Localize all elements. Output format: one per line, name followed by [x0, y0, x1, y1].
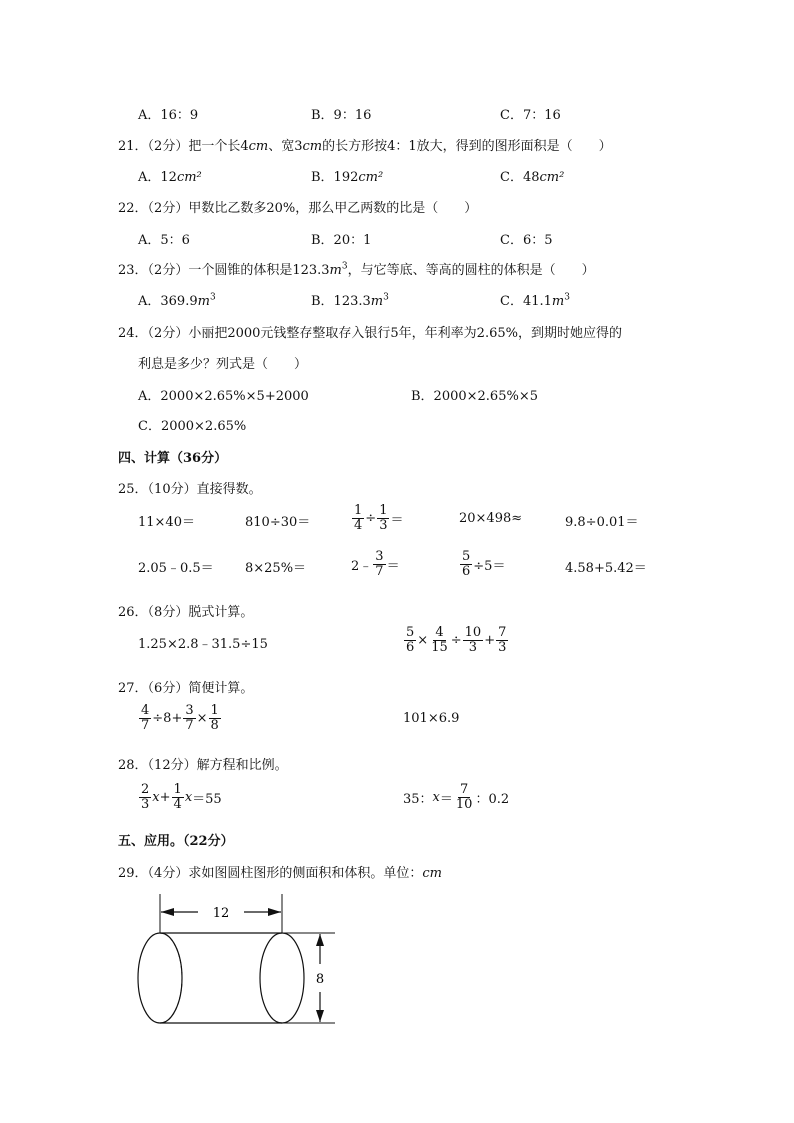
- q25-item-3: $\frac{1}{4}$ ÷ $\frac{1}{3}$ ＝: [354, 503, 404, 533]
- q21-suffix: 的长方形按4：1放大，得到的图形面积是（ ）: [322, 139, 612, 154]
- q25-stem: 25．（10分）直接得数。: [118, 482, 262, 497]
- q26-expression-right: $\frac{5}{6}$ × $\frac{4}{15}$ ÷ $\frac{10}{3}$ + $\frac{7}{3}$: [406, 625, 507, 655]
- q27-expression-right: 101×6.9: [403, 711, 460, 726]
- q24-option-c: C．2000×2.65%: [138, 419, 247, 434]
- q21-option-c: C．48cm²: [500, 170, 565, 185]
- q20-option-a: A．16：9: [138, 108, 199, 123]
- q23-option-b: B．$123.3m^3$: [311, 292, 389, 309]
- q28-stem: 28．（12分）解方程和比例。: [118, 758, 288, 773]
- q21-stem: [118, 135, 612, 154]
- q22-option-a: A．5：6: [138, 233, 190, 248]
- q21-prefix: 21．（2分）把一个长4: [118, 139, 249, 154]
- q28-proportion: 35： x ＝ $\frac{7}{10}$ ：0.2: [403, 782, 510, 812]
- cylinder-figure: [130, 888, 350, 1033]
- q25-item-6: 2.05﹣0.5＝: [138, 561, 214, 576]
- q25-item-5: 9.8÷0.01＝: [565, 515, 639, 530]
- q22-option-b: B．20：1: [311, 233, 372, 248]
- q24-stem-line-2: 利息是多少？列式是（ ）: [138, 357, 308, 372]
- q29-stem: 29．（4分）求如图圆柱图形的侧面积和体积。单位：cm: [118, 866, 442, 881]
- q21-mid: 、宽3: [268, 139, 303, 154]
- q23-option-c: C．$41.1m^3$: [500, 292, 570, 309]
- q20-option-b: B．9：16: [311, 108, 372, 123]
- q25-item-8: 2﹣ $\frac{3}{7}$ ＝: [351, 549, 400, 579]
- section-5-heading: 五、应用。（22分）: [118, 834, 234, 849]
- q25-item-10: 4.58+5.42＝: [565, 561, 647, 576]
- q27-stem: 27．（6分）简便计算。: [118, 681, 254, 696]
- q21-unit-1: cm: [248, 139, 269, 154]
- q25-item-7: 8×25%＝: [245, 561, 307, 576]
- q20-option-c: C．7：16: [500, 108, 561, 123]
- q26-stem: 26．（8分）脱式计算。: [118, 605, 254, 620]
- diameter-label: 8: [315, 972, 325, 987]
- q22-option-c: C．6：5: [500, 233, 553, 248]
- q23-stem: 23．（2分）一个圆锥的体积是$123.3m^3$，与它等底、等高的圆柱的体积是（ ）: [118, 261, 595, 278]
- q24-option-b: B．2000×2.65%×5: [411, 389, 538, 404]
- q21-option-b: B．192cm²: [311, 170, 384, 185]
- q26-expression-left: 1.25×2.8﹣31.5÷15: [138, 637, 268, 652]
- length-label: 12: [212, 906, 230, 921]
- q25-item-9: $\frac{5}{6}$ ÷5＝: [462, 549, 506, 579]
- q27-expression-left: $\frac{4}{7}$ ÷8+ $\frac{3}{7}$ × $\frac{1}{8}$: [141, 703, 219, 733]
- q25-item-1: 11×40＝: [138, 515, 195, 530]
- q21-unit-2: cm: [302, 139, 323, 154]
- q23-option-a: A．$369.9m^3$: [138, 292, 216, 309]
- q21-option-a: A．12cm²: [138, 170, 202, 185]
- q24-option-a: A．2000×2.65%×5+2000: [138, 389, 309, 404]
- q24-stem-line-1: 24．（2分）小丽把2000元钱整存整取存入银行5年，年利率为2.65%，到期时她应得的: [118, 326, 622, 341]
- section-4-heading: 四、计算（36分）: [118, 451, 228, 466]
- q28-equation: $\frac{2}{3}$ x + $\frac{1}{4}$ x ＝55: [141, 782, 222, 812]
- q22-stem: 22．（2分）甲数比乙数多20%，那么甲乙两数的比是（ ）: [118, 201, 478, 216]
- q25-item-2: 810÷30＝: [245, 515, 311, 530]
- q25-item-4: 20×498≈: [459, 511, 523, 526]
